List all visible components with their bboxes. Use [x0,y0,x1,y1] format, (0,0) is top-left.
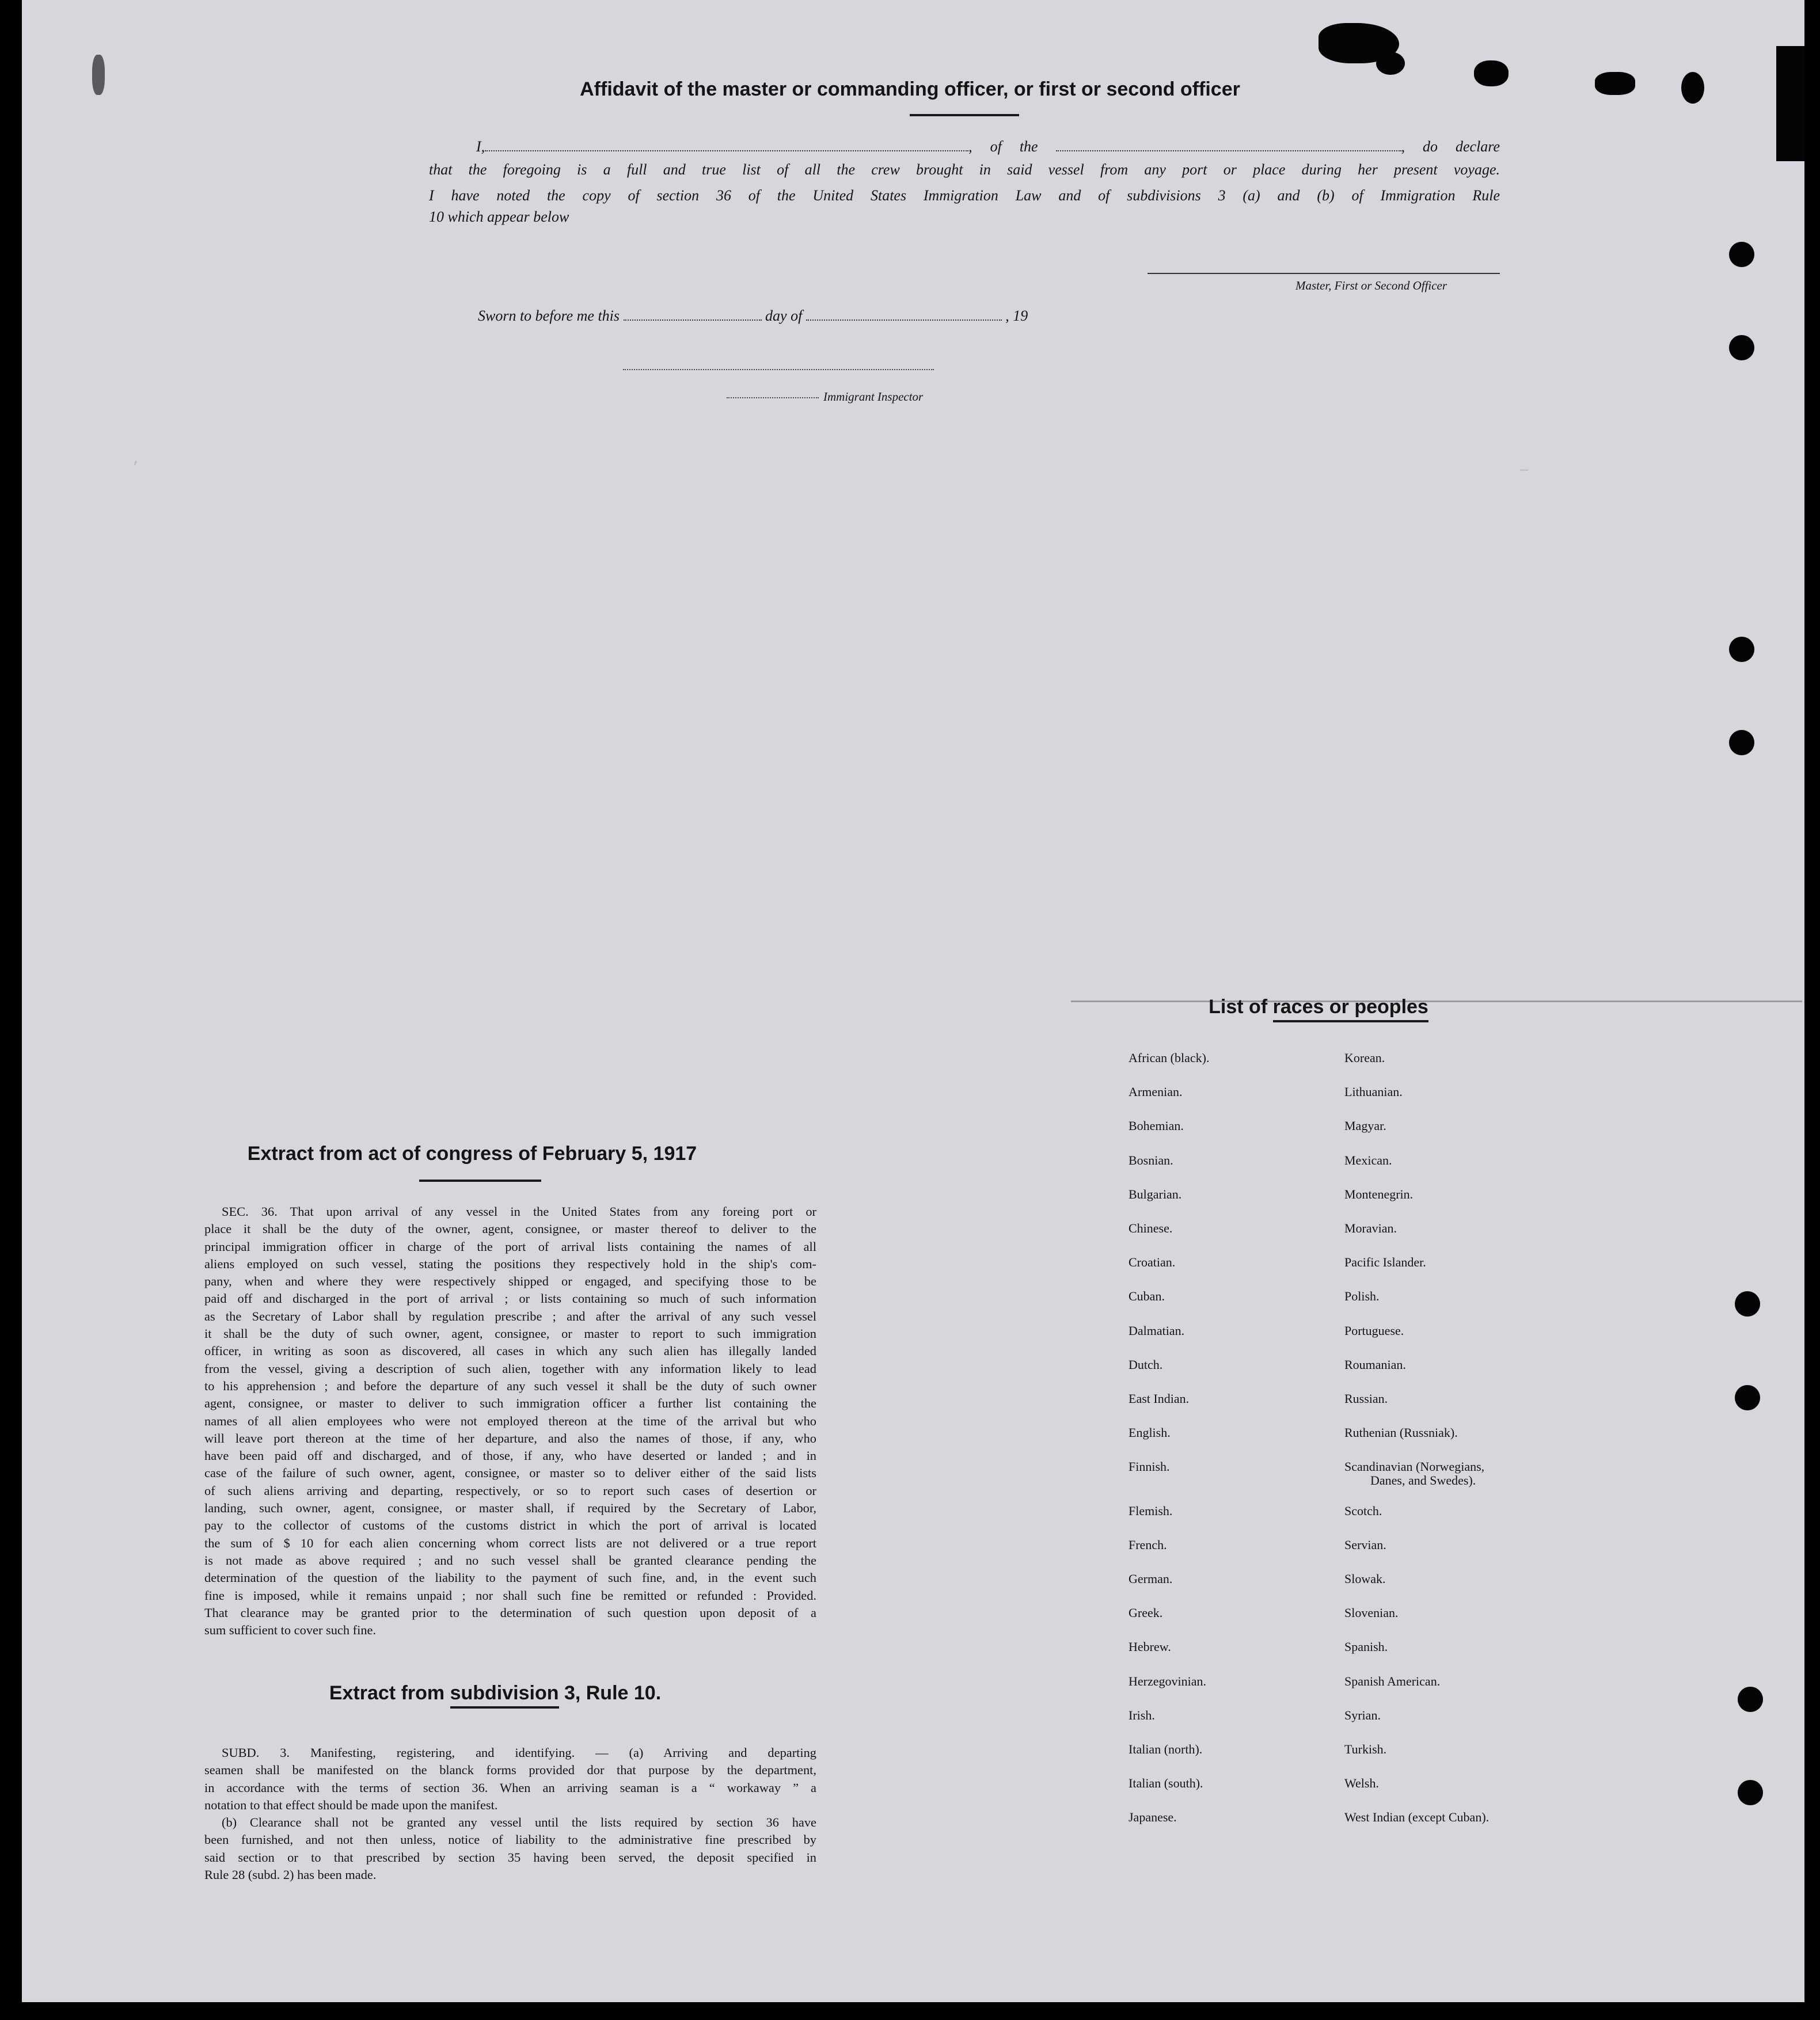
race-item: Welsh. [1344,1776,1379,1791]
punch-hole [1729,335,1754,360]
race-item: Italian (south). [1129,1776,1203,1791]
race-item: German. [1129,1572,1173,1586]
race-item: Turkish. [1344,1742,1387,1756]
punch-hole [1729,242,1754,267]
punch-hole [1735,1291,1760,1317]
race-item: Syrian. [1344,1707,1381,1722]
paragraph-line: principal immigration officer in charge of the port of arrival lists containing the names of all [204,1239,816,1254]
sworn-line [478,307,1028,325]
race-item: Slowak. [1344,1572,1386,1586]
paragraph-line: said section or to that prescribed by section 35 having been served, the deposit specified in [204,1850,816,1865]
paragraph-line: will leave port thereon at the time of her departure, and also the names of those, if any, who [204,1431,816,1445]
punch-hole [1729,730,1754,755]
race-item: West Indian (except Cuban). [1344,1810,1490,1825]
race-item: Pacific Islander. [1344,1255,1426,1270]
rule-title-underlined: subdivision [450,1682,559,1709]
paragraph-line: paid off and discharged in the port of arrival ; or lists containing so much of such information [204,1291,816,1306]
races-title-prefix: List of [1209,996,1268,1018]
paragraph-line: fine is imposed, while it remains unpaid ; nor shall such fine be remitted or refunded : Provided. [204,1588,816,1603]
paragraph-line: case of the failure of such owner, agent, consignee, or master so to deliver either of the said lists [204,1466,816,1481]
sworn-date-blank[interactable] [624,308,762,321]
race-item: Danes, and Swedes). [1370,1473,1476,1488]
name-blank[interactable] [485,139,968,151]
inspector-label: Immigrant Inspector [823,390,924,404]
race-item: Chinese. [1129,1221,1173,1235]
race-item: Polish. [1344,1289,1380,1304]
race-item: Armenian. [1129,1085,1183,1100]
paragraph-line: been furnished, and not then unless, notice of liability to the administrative fine prescribed by [204,1832,816,1847]
race-item: Portuguese. [1344,1323,1404,1338]
signature-line[interactable] [1148,273,1500,274]
act-title-rule [419,1180,541,1182]
paragraph-line: landing, such owner, agent, consignee, or master shall, if required by the Secretary of Labor, [204,1501,816,1516]
punch-hole [1738,1780,1763,1805]
race-item: Bohemian. [1129,1119,1184,1133]
affidavit-declare: , do declare [1401,138,1500,155]
affidavit-line-4: 10 which appear below [429,208,569,225]
race-item: Magyar. [1344,1119,1386,1133]
rule-title-prefix: Extract from [329,1682,445,1704]
races-title [1094,996,1543,1018]
race-item: Russian. [1344,1391,1388,1406]
paragraph-line: agent, consignee, or master to deliver to such immigration officer a further list containing the [204,1396,816,1411]
paragraph-line: officer, in writing as soon as discovered, all cases in which any such alien has illegally landed [204,1344,816,1359]
rule-extract-title [190,1682,800,1705]
race-item: Dutch. [1129,1357,1163,1372]
paragraph-line: place it shall be the duty of the owner, agent, consignee, or master thereof to deliver to the [204,1222,816,1237]
inspector-dotted-lead [727,397,819,398]
race-item: Japanese. [1129,1810,1177,1825]
race-item: Dalmatian. [1129,1323,1185,1338]
act-extract-title: Extract from act of congress of February 5, 1917 [247,1143,697,1165]
paragraph-line: pay to the collector of customs of the customs district in which the port of arrival is located [204,1518,816,1533]
race-item: Flemish. [1129,1503,1173,1518]
act-extract-text [204,1203,816,1639]
paragraph-line: (b) Clearance shall not be granted any vessel until the lists required by section 36 have [222,1815,816,1830]
race-item: Cuban. [1129,1289,1165,1304]
paragraph-line: to his apprehension ; and before the departure of any such vessel it shall be the duty of such owner [204,1378,816,1393]
paragraph-line: notation to that effect should be made upon the manifest. [204,1797,498,1812]
race-item: Finnish. [1129,1459,1170,1474]
paragraph-line: That clearance may be granted prior to the determination of such question upon deposit of a [204,1605,816,1620]
race-item: Bosnian. [1129,1152,1173,1167]
paragraph-line: the sum of $ 10 for each alien concerning whom correct lists are not delivered or a true report [204,1535,816,1550]
paragraph-line: pany, when and where they were respectively shipped or engaged, and specifying those to be [204,1274,816,1289]
affidavit-i: I, [476,138,485,155]
race-item: Spanish American. [1344,1673,1441,1688]
paragraph-line: aliens employed on such vessel, stating the positions they respectively hold in the ship's com- [204,1256,816,1271]
vessel-blank[interactable] [1056,139,1401,151]
paragraph-line: it shall be the duty of such owner, agent, consignee, or master to report to such immigration [204,1326,816,1341]
race-item: Mexican. [1344,1152,1392,1167]
race-item: Ruthenian (Russniak). [1344,1425,1458,1440]
paragraph-line: names of all alien employees who were not employed thereon at the time of the arrival but who [204,1413,816,1428]
paragraph-line: is not made as above required ; and no such vessel shall be granted clearance pending the [204,1553,816,1568]
race-item: Lithuanian. [1344,1085,1403,1100]
sworn-day: day of [765,307,803,324]
race-item: Montenegrin. [1344,1186,1414,1201]
sworn-month-blank[interactable] [806,308,1002,321]
race-item: Greek. [1129,1606,1163,1620]
affidavit-line-2: that the foregoing is a full and true list of all the crew brought in said vessel from any port or place during her present voyage. [429,161,1500,178]
punch-hole [1735,1385,1760,1410]
affidavit-of-the: , of the [968,138,1038,155]
race-item: Herzegovinian. [1129,1673,1206,1688]
paragraph-line: SEC. 36. That upon arrival of any vessel in the United States from any foreing port or [222,1204,816,1219]
rule-extract-text [204,1744,816,1884]
race-item: African (black). [1129,1051,1210,1065]
race-item: Scandinavian (Norwegians, [1344,1459,1485,1474]
affidavit-line-3: I have noted the copy of section 36 of the United States Immigration Law and of subdivisions 3 (a) and (b) of Immigration Rule [429,187,1500,204]
race-item: Irish. [1129,1707,1155,1722]
race-item: Roumanian. [1344,1357,1406,1372]
race-item: Spanish. [1344,1639,1388,1654]
title-rule [910,114,1019,116]
race-item: Servian. [1344,1537,1386,1552]
race-item: Croatian. [1129,1255,1176,1270]
paragraph-line: sum sufficient to cover such fine. [204,1623,377,1638]
paragraph-line: seamen shall be manifested on the blanck forms provided dor that purpose by the department, [204,1763,816,1778]
race-item: East Indian. [1129,1391,1190,1406]
paragraph-line: determination of the question of the liability to the payment of such fine, and, in the event such [204,1570,816,1585]
paragraph-line: SUBD. 3. Manifesting, registering, and identifying. — (a) Arriving and departing [222,1745,816,1760]
sworn-prefix: Sworn to before me this [478,307,620,324]
races-title-underlined: races or peoples [1273,996,1428,1022]
race-item: Italian (north). [1129,1742,1203,1756]
signature-label: Master, First or Second Officer [1295,279,1447,292]
paragraph-line: have been paid off and discharged, and of those, if any, who have deserted or landed ; and in [204,1448,816,1463]
affidavit-title: Affidavit of the master or commanding officer, or first or second officer [580,78,1240,100]
race-item: Moravian. [1344,1221,1397,1235]
torn-edge-mark [1776,46,1805,161]
torn-edge-mark [1376,52,1405,75]
affidavit-line-1 [429,138,1500,155]
race-item: Korean. [1344,1051,1385,1065]
inspector-signature-line[interactable] [623,369,934,370]
race-item: Hebrew. [1129,1639,1171,1654]
race-item: Slovenian. [1344,1606,1399,1620]
paragraph-line: of such aliens arriving and departing, respectively, or so to report such cases of desertion or [204,1483,816,1498]
paragraph-line: as the Secretary of Labor shall by regulation prescribe ; and after the arrival of any such vessel [204,1308,816,1323]
paragraph-line: from the vessel, giving a description of such alien, together with any information likely to lead [204,1361,816,1376]
punch-hole [1729,637,1754,662]
race-item: English. [1129,1425,1171,1440]
race-item: Scotch. [1344,1503,1382,1518]
bleed-through-text: , [132,452,141,467]
punch-hole [1738,1687,1763,1712]
sworn-year: , 19 [1005,307,1028,324]
bleed-through-text: ─ [1520,463,1529,479]
paragraph-line: Rule 28 (subd. 2) has been made. [204,1867,377,1882]
rule-title-suffix: 3, Rule 10. [564,1682,662,1704]
race-item: Bulgarian. [1129,1186,1182,1201]
paragraph-line: in accordance with the terms of section 36. When an arriving seaman is a “ workaway ” a [204,1780,816,1795]
race-item: French. [1129,1537,1167,1552]
